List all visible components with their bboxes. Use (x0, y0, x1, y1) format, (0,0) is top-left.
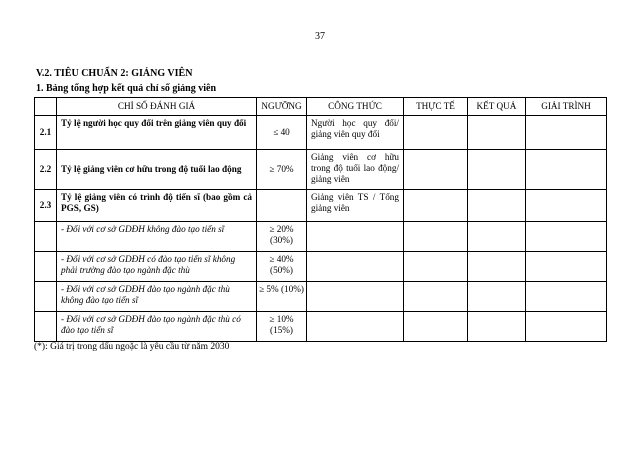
explanation-cell (526, 252, 607, 282)
threshold-cell: ≥ 5% (10%) (257, 282, 307, 312)
actual-cell (404, 190, 468, 222)
header-formula: CÔNG THỨC (307, 98, 404, 116)
formula-cell (307, 282, 404, 312)
explanation-cell (526, 222, 607, 252)
row-number: 2.3 (35, 190, 57, 222)
header-index-cell (35, 98, 57, 116)
actual-cell (404, 222, 468, 252)
table-row (35, 116, 607, 150)
header-actual: THỰC TẾ (404, 98, 468, 116)
explanation-cell (526, 150, 607, 190)
criterion-cell: - Đối với cơ sở GDĐH đào tạo ngành đặc thù không đào tạo tiến sĩ (57, 282, 257, 312)
formula-cell: Giảng viên TS / Tổng giảng viên (307, 190, 404, 222)
result-cell (468, 190, 526, 222)
criterion-cell: - Đối với cơ sở GDĐH đào tạo ngành đặc thù có đào tạo tiến sĩ (57, 312, 257, 342)
actual-cell (404, 150, 468, 190)
table-row (35, 190, 607, 222)
criterion-cell: Tỷ lệ giảng viên cơ hữu trong độ tuổi lao động (57, 150, 257, 190)
explanation-cell (526, 116, 607, 150)
section-title: V.2. TIÊU CHUẨN 2: GIẢNG VIÊN (36, 68, 193, 79)
table-row (35, 312, 607, 342)
header-threshold: NGƯỠNG (257, 98, 307, 116)
footnote: (*): Giá trị trong dấu ngoặc là yêu cầu từ năm 2030 (34, 342, 230, 352)
table-row (35, 282, 607, 312)
row-number (35, 222, 57, 252)
formula-cell (307, 252, 404, 282)
result-cell (468, 252, 526, 282)
row-number: 2.1 (35, 116, 57, 150)
formula-cell (307, 312, 404, 342)
row-number: 2.2 (35, 150, 57, 190)
formula-cell (307, 222, 404, 252)
header-result: KẾT QUẢ (468, 98, 526, 116)
row-number (35, 312, 57, 342)
result-cell (468, 150, 526, 190)
criterion-cell: - Đối với cơ sở GDĐH không đào tạo tiến sĩ (57, 222, 257, 252)
threshold-cell: ≥ 70% (257, 150, 307, 190)
actual-cell (404, 116, 468, 150)
actual-cell (404, 252, 468, 282)
result-cell (468, 116, 526, 150)
criterion-cell: Tỷ lệ người học quy đổi trên giảng viên quy đổi (57, 116, 257, 150)
result-cell (468, 312, 526, 342)
threshold-cell: ≥ 10% (15%) (257, 312, 307, 342)
result-cell (468, 222, 526, 252)
row-number (35, 282, 57, 312)
page-number: 37 (315, 31, 325, 42)
lecturer-indicators-table (34, 97, 607, 342)
subsection-title: 1. Bảng tổng hợp kết quả chỉ số giảng viên (36, 83, 217, 94)
explanation-cell (526, 282, 607, 312)
criterion-cell: Tỷ lệ giảng viên có trình độ tiến sĩ (bao gồm cả PGS, GS) (57, 190, 257, 222)
threshold-cell: ≥ 40% (50%) (257, 252, 307, 282)
actual-cell (404, 282, 468, 312)
explanation-cell (526, 190, 607, 222)
threshold-cell: ≥ 20% (30%) (257, 222, 307, 252)
actual-cell (404, 312, 468, 342)
table-row (35, 252, 607, 282)
criterion-cell: - Đối với cơ sở GDĐH có đào tạo tiến sĩ không phải trường đào tạo ngành đặc thù (57, 252, 257, 282)
header-explanation: GIẢI TRÌNH (526, 98, 607, 116)
formula-cell: Người học quy đổi/ giảng viên quy đổi (307, 116, 404, 150)
table-row (35, 150, 607, 190)
table-row (35, 222, 607, 252)
header-criterion: CHỈ SỐ ĐÁNH GIÁ (57, 98, 257, 116)
threshold-cell (257, 190, 307, 222)
formula-cell: Giảng viên cơ hữu trong độ tuổi lao động/ giảng viên (307, 150, 404, 190)
explanation-cell (526, 312, 607, 342)
table-header-row (35, 98, 607, 116)
row-number (35, 252, 57, 282)
threshold-cell: ≤ 40 (257, 116, 307, 150)
result-cell (468, 282, 526, 312)
